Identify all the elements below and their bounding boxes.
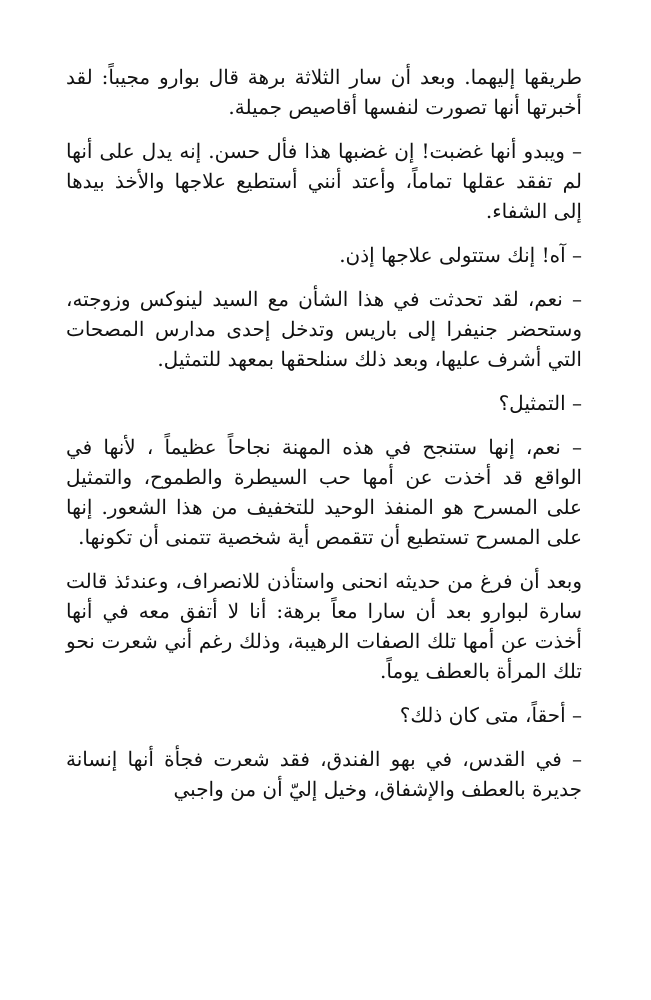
paragraph-dialogue: – آه! إنك ستتولى علاجها إذن. — [339, 243, 582, 267]
paragraph-dialogue: – في القدس، في بهو الفندق، فقد شعرت فجأة أنها إنسانة جديرة بالعطف والإشفاق، وخيل إليّ أن من واجبي — [66, 747, 582, 801]
book-page — [66, 62, 582, 804]
paragraph-dialogue: – نعم، إنها ستنجح في هذه المهنة نجاحاً عظيماً ، لأنها في الواقع قد أخذت عن أمها حب السيطرة والطموح، والتمثيل على المسرح هو المنفذ الوحيد للتخفيف من هذا الشعور. إنها على المسرح تستطيع أن تتقمص أية شخصية تتمنى أن تكونها. — [66, 435, 582, 549]
paragraph-dialogue: – نعم، لقد تحدثت في هذا الشأن مع السيد لينوكس وزوجته، وستحضر جنيفرا إلى باريس وتدخل إحدى مدارس المصحات التي أشرف عليها، وبعد ذلك سنلحقها بمعهد للتمثيل. — [66, 287, 582, 371]
paragraph-continuation: طريقها إليهما. وبعد أن سار الثلاثة برهة قال بوارو مجيباً: لقد أخبرتها أنها تصورت لنفسها أقاصيص جميلة. — [66, 65, 582, 119]
paragraph-dialogue: – التمثيل؟ — [498, 391, 582, 415]
paragraph-dialogue: – ويبدو أنها غضبت! إن غضبها هذا فأل حسن. إنه يدل على أنها لم تفقد عقلها تماماً، وأعتد أنني أستطيع علاجها والأخذ بيدها إلى الشفاء. — [66, 139, 582, 223]
paragraph-dialogue: – أحقاً، متى كان ذلك؟ — [399, 703, 582, 727]
paragraph-narration: وبعد أن فرغ من حديثه انحنى واستأذن للانصراف، وعندئذ قالت سارة لبوارو بعد أن سارا معاً برهة: أنا لا أتفق معه في أنها أخذت عن أمها تلك الصفات الرهيبة، وذلك رغم أني شعرت نحو تلك المرأة بالعطف يوماً. — [66, 569, 582, 683]
